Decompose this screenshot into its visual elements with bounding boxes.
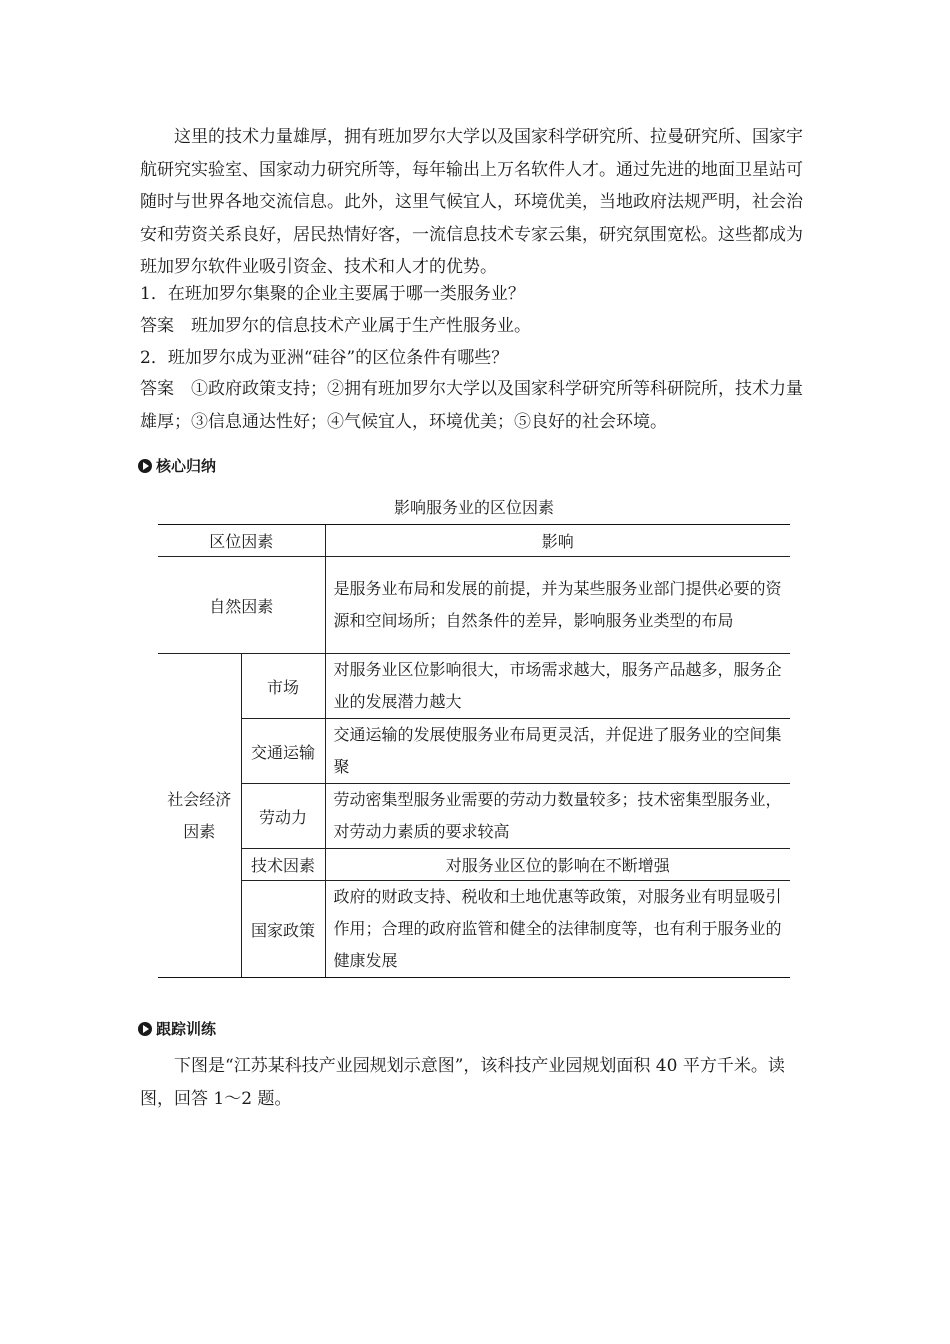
answer-2-text: 答案 ①政府政策支持；②拥有班加罗尔大学以及国家科学研究所等科研院所，技术力量雄厚；③信息通达性好；④气候宜人，环境优美；⑤良好的社会环境。 (140, 379, 803, 432)
impact-natural: 是服务业布局和发展的前提，并为某些服务业部门提供必要的资源和空间场所；自然条件的差异，影响服务业类型的布局 (325, 557, 790, 654)
answer-1: 答案 班加罗尔的信息技术产业属于生产性服务业。 (140, 316, 531, 336)
factor-socio-economic: 社会经济因素 (158, 654, 241, 978)
impact-technology: 对服务业区位的影响在不断增强 (325, 849, 790, 881)
section-heading-practice (138, 1018, 216, 1039)
table-row (158, 849, 790, 881)
question-2: 2．班加罗尔成为亚洲“硅谷”的区位条件有哪些？ (140, 348, 509, 368)
factor-natural: 自然因素 (158, 557, 325, 654)
impact-labor: 劳动密集型服务业需要的劳动力数量较多；技术密集型服务业，对劳动力素质的要求较高 (325, 784, 790, 849)
question-1: 1．在班加罗尔集聚的企业主要属于哪一类服务业？ (140, 284, 525, 304)
table-caption: 影响服务业的区位因素 (393, 498, 554, 517)
table-row (158, 784, 790, 849)
impact-policy: 政府的财政支持、税收和土地优惠等政策，对服务业有明显吸引作用；合理的政府监管和健全的法律制度等，也有利于服务业的健康发展 (325, 881, 790, 978)
factor-transport: 交通运输 (241, 719, 325, 784)
header-impact: 影响 (325, 525, 790, 557)
section-title: 核心归纳 (156, 457, 217, 475)
factor-market: 市场 (241, 654, 325, 719)
impact-transport: 交通运输的发展使服务业布局更灵活，并促进了服务业的空间集聚 (325, 719, 790, 784)
table-header-row (158, 525, 790, 557)
exercise-paragraph (140, 1050, 812, 1115)
exercise-text: 下图是“江苏某科技产业园规划示意图”，该科技产业园规划面积 40 平方千米。读图，回答 1～2 题。 (140, 1056, 785, 1109)
table-row (158, 881, 790, 978)
intro-text: 这里的技术力量雄厚，拥有班加罗尔大学以及国家科学研究所、拉曼研究所、国家宇航研究实验室、国家动力研究所等，每年输出上万名软件人才。通过先进的地面卫星站可随时与世界各地交流信息。此外，这里气候宜人，环境优美，当地政府法规严明，社会治安和劳资关系良好，居民热情好客，一流信息技术专家云集，研究氛围宽松。这些都成为班加罗尔软件业吸引资金、技术和人才的优势。 (140, 127, 803, 277)
table-row (158, 557, 790, 654)
section-title: 跟踪训练 (156, 1020, 217, 1038)
factor-policy: 国家政策 (241, 881, 325, 978)
table-row (158, 719, 790, 784)
factor-labor: 劳动力 (241, 784, 325, 849)
section-heading-summary (138, 455, 216, 476)
header-factor: 区位因素 (158, 525, 325, 557)
answer-2 (140, 373, 812, 438)
factor-technology: 技术因素 (241, 849, 325, 881)
location-factors-table (158, 524, 790, 978)
intro-paragraph (140, 121, 812, 284)
play-circle-icon (138, 459, 152, 473)
play-circle-icon (138, 1022, 152, 1036)
impact-market: 对服务业区位影响很大，市场需求越大，服务产品越多，服务企业的发展潜力越大 (325, 654, 790, 719)
table-row (158, 654, 790, 719)
